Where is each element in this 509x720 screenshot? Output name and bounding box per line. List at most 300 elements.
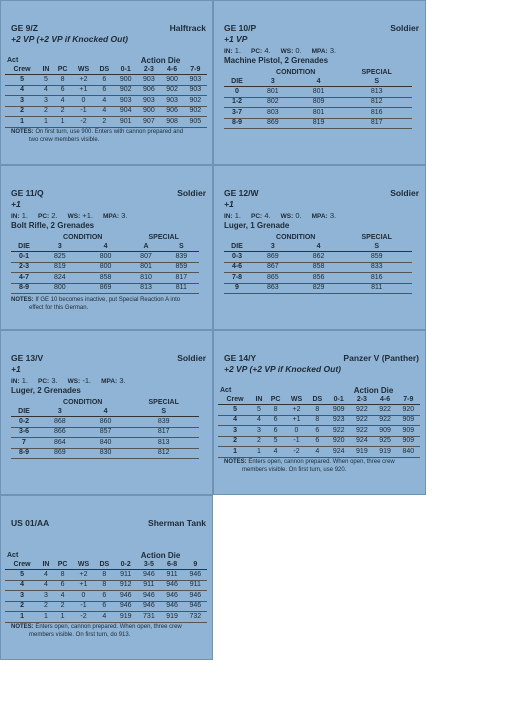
- value-cell: 946: [114, 591, 137, 602]
- stat-value-pc: 3.: [51, 376, 58, 385]
- note-line-1: On first turn, use 900. Enters with cannon prepared and: [35, 129, 184, 135]
- result-cell: 833: [341, 262, 412, 273]
- value-cell: 922: [327, 426, 350, 437]
- value-cell: 1: [53, 612, 72, 623]
- note-line-2: members visible. On first turn, use 920.: [242, 466, 347, 473]
- result-cell: 829: [296, 283, 342, 294]
- table-row: [5, 117, 207, 128]
- value-cell: 909: [397, 426, 420, 437]
- card-id: GE 13/V: [11, 353, 44, 363]
- value-cell: 900: [114, 75, 137, 86]
- result-cell: 801: [128, 262, 163, 273]
- value-cell: 6: [53, 85, 72, 96]
- condition-col: 3: [37, 243, 83, 252]
- result-cell: 812: [128, 448, 199, 459]
- value-cell: 922: [350, 405, 373, 416]
- result-cell: 813: [128, 283, 163, 294]
- value-cell: 1: [53, 117, 72, 128]
- value-cell: 911: [137, 580, 160, 591]
- card-ge10: [213, 0, 426, 165]
- table-row: [11, 252, 199, 263]
- table-row: [11, 417, 199, 428]
- card-ge14: [213, 330, 426, 495]
- card-vp: +1: [224, 199, 234, 209]
- value-cell: 8: [53, 75, 72, 86]
- value-cell: 4: [53, 96, 72, 107]
- value-cell: 0: [285, 426, 307, 437]
- value-cell: 909: [373, 426, 396, 437]
- crew-cell: 1: [5, 117, 39, 128]
- value-cell: 919: [373, 447, 396, 458]
- die-cell: 3-7: [224, 108, 250, 119]
- result-cell: 802: [250, 97, 296, 108]
- value-cell: 6: [308, 436, 327, 447]
- value-cell: -1: [72, 601, 94, 612]
- value-cell: 908: [160, 117, 183, 128]
- value-cell: 924: [327, 447, 350, 458]
- value-cell: 909: [397, 415, 420, 426]
- condition-col: 3: [250, 78, 296, 87]
- value-cell: 900: [160, 75, 183, 86]
- condition-col: 3: [250, 243, 296, 252]
- col-in: IN: [252, 396, 266, 405]
- value-cell: 8: [308, 415, 327, 426]
- die-col: 3-5: [137, 561, 160, 570]
- table-row: [11, 273, 199, 284]
- value-cell: 2: [39, 601, 53, 612]
- value-cell: 903: [184, 85, 207, 96]
- value-cell: 4: [252, 415, 266, 426]
- col-pc: PC: [53, 66, 72, 75]
- die-cell: 8-9: [11, 283, 37, 294]
- value-cell: 905: [184, 117, 207, 128]
- table-row: [5, 580, 207, 591]
- value-cell: +1: [72, 580, 94, 591]
- value-cell: 2: [53, 601, 72, 612]
- result-cell: 800: [83, 252, 129, 263]
- card-vp: +1: [11, 364, 21, 374]
- act-header: Act: [7, 57, 19, 64]
- note-line-2: two crew members visible.: [29, 136, 100, 143]
- value-cell: -1: [285, 436, 307, 447]
- value-cell: 1: [39, 612, 53, 623]
- special-col: S: [164, 243, 199, 252]
- col-ws: WS: [285, 396, 307, 405]
- value-cell: 946: [184, 601, 207, 612]
- stat-label-ws: WS:: [280, 213, 294, 220]
- value-cell: 1: [252, 447, 266, 458]
- notes-label: NOTES:: [11, 129, 34, 135]
- value-cell: 2: [95, 117, 114, 128]
- col-in: IN: [39, 66, 53, 75]
- die-cell: 8-9: [224, 118, 250, 129]
- stat-value-mpa: 3.: [119, 376, 126, 385]
- col-ws: WS: [72, 66, 94, 75]
- result-cell: 817: [128, 427, 199, 438]
- special-col: S: [341, 78, 412, 87]
- col-ds: DS: [95, 66, 114, 75]
- value-cell: -1: [72, 106, 94, 117]
- value-cell: 900: [137, 106, 160, 117]
- card-id: GE 12/W: [224, 188, 259, 198]
- card-type: Halftrack: [169, 23, 206, 33]
- value-cell: 6: [53, 580, 72, 591]
- col-crew: Crew: [5, 561, 39, 570]
- die-cell: 0-2: [11, 417, 37, 428]
- result-cell: 869: [250, 118, 296, 129]
- stat-label-mpa: MPA:: [101, 378, 118, 385]
- card-type: Sherman Tank: [148, 518, 206, 528]
- die-col: 4-6: [373, 396, 396, 405]
- weapons: Luger, 2 Grenades: [11, 386, 81, 395]
- col-ds: DS: [308, 396, 327, 405]
- condition-table: [224, 234, 412, 294]
- card-id: GE 11/Q: [11, 188, 44, 198]
- action-die-header: Action Die: [353, 386, 394, 395]
- value-cell: 5: [252, 405, 266, 416]
- result-cell: 811: [341, 283, 412, 294]
- table-row: [5, 591, 207, 602]
- card-type: Soldier: [177, 353, 206, 363]
- value-cell: 6: [308, 426, 327, 437]
- value-cell: 901: [114, 117, 137, 128]
- stat-value-ws: +1.: [82, 211, 93, 220]
- card-type: Soldier: [177, 188, 206, 198]
- value-cell: 3: [39, 591, 53, 602]
- die-cell: 7: [11, 438, 37, 449]
- die-cell: 2-3: [11, 262, 37, 273]
- card-vp: +2 VP (+2 VP if Knocked Out): [11, 34, 128, 44]
- value-cell: 6: [95, 591, 114, 602]
- card-vp: +1: [11, 199, 21, 209]
- value-cell: 919: [160, 612, 183, 623]
- table-row: [224, 262, 412, 273]
- value-cell: 8: [53, 570, 72, 581]
- value-cell: 909: [397, 436, 420, 447]
- col-crew: Crew: [5, 66, 39, 75]
- result-cell: 859: [164, 262, 199, 273]
- value-cell: 4: [95, 612, 114, 623]
- special-header: SPECIAL: [148, 234, 179, 241]
- crew-cell: 2: [218, 436, 252, 447]
- card-type: Panzer V (Panther): [343, 353, 419, 363]
- result-cell: 800: [83, 262, 129, 273]
- condition-table: [11, 234, 199, 294]
- crew-cell: 1: [218, 447, 252, 458]
- value-cell: 919: [114, 612, 137, 623]
- value-cell: +1: [285, 415, 307, 426]
- card-us01: [0, 495, 213, 660]
- special-col: S: [341, 243, 412, 252]
- value-cell: 6: [95, 85, 114, 96]
- die-header: DIE: [224, 243, 250, 252]
- crew-cell: 5: [218, 405, 252, 416]
- stat-value-in: 1.: [234, 46, 242, 55]
- value-cell: 903: [137, 96, 160, 107]
- table-row: [224, 273, 412, 284]
- value-cell: 903: [160, 96, 183, 107]
- note-line-2: effect for this German.: [29, 304, 89, 311]
- value-cell: 8: [95, 580, 114, 591]
- col-ds: DS: [95, 561, 114, 570]
- stat-value-pc: 2.: [51, 211, 58, 220]
- table-row: [218, 415, 420, 426]
- result-cell: 819: [37, 262, 83, 273]
- weapons: Luger, 1 Grenade: [224, 221, 290, 230]
- value-cell: 946: [137, 601, 160, 612]
- crew-cell: 4: [5, 580, 39, 591]
- note-line-1: Enters open, cannon prepared. When open, three crew: [35, 624, 182, 630]
- die-cell: 3-6: [11, 427, 37, 438]
- col-in: IN: [39, 561, 53, 570]
- value-cell: 903: [114, 96, 137, 107]
- stat-label-pc: PC:: [38, 378, 50, 385]
- card-id: GE 10/P: [224, 23, 257, 33]
- card-vp: +1 VP: [224, 34, 248, 44]
- value-cell: 925: [373, 436, 396, 447]
- value-cell: 8: [266, 405, 285, 416]
- stat-label-ws: WS:: [280, 48, 294, 55]
- die-cell: 9: [224, 283, 250, 294]
- table-row: [5, 106, 207, 117]
- die-header: DIE: [11, 243, 37, 252]
- value-cell: 903: [184, 75, 207, 86]
- result-cell: 869: [37, 448, 83, 459]
- die-cell: 1-2: [224, 97, 250, 108]
- table-row: [5, 601, 207, 612]
- value-cell: +2: [72, 570, 94, 581]
- die-col: 7-9: [184, 66, 207, 75]
- crew-cell: 4: [218, 415, 252, 426]
- stat-label-pc: PC:: [251, 48, 263, 55]
- result-cell: 813: [341, 87, 412, 98]
- table-row: [11, 283, 199, 294]
- stat-label-mpa: MPA:: [311, 48, 328, 55]
- stat-label-in: IN:: [224, 213, 233, 220]
- result-cell: 839: [128, 417, 199, 428]
- card-vp: +2 VP (+2 VP if Knocked Out): [224, 364, 341, 374]
- weapons: Machine Pistol, 2 Grenades: [224, 56, 329, 65]
- crew-cell: 3: [5, 591, 39, 602]
- note-line-1: If GE 10 becomes inactive, put Special Reaction A into: [35, 297, 181, 303]
- result-cell: 867: [250, 262, 296, 273]
- stats-line: [11, 211, 137, 220]
- card-type: Soldier: [390, 188, 419, 198]
- stat-value-mpa: 3.: [329, 211, 337, 220]
- die-col: 2-3: [137, 66, 160, 75]
- result-cell: 810: [128, 273, 163, 284]
- result-cell: 869: [83, 283, 129, 294]
- card-ge9: [0, 0, 213, 165]
- value-cell: 920: [327, 436, 350, 447]
- result-cell: 801: [250, 87, 296, 98]
- act-header: Act: [7, 552, 19, 559]
- stat-value-ws: 0.: [295, 46, 302, 55]
- result-cell: 859: [341, 252, 412, 263]
- result-cell: 858: [296, 262, 342, 273]
- die-cell: 0-3: [224, 252, 250, 263]
- die-col: 6-8: [160, 561, 183, 570]
- value-cell: -2: [285, 447, 307, 458]
- result-cell: 856: [296, 273, 342, 284]
- col-pc: PC: [266, 396, 285, 405]
- notes: [11, 297, 206, 312]
- table-row: [11, 262, 199, 273]
- die-col: 0-2: [114, 561, 137, 570]
- crew-cell: 1: [5, 612, 39, 623]
- value-cell: 6: [95, 75, 114, 86]
- stat-value-pc: 4.: [264, 46, 271, 55]
- result-cell: 858: [83, 273, 129, 284]
- result-cell: 860: [83, 417, 129, 428]
- value-cell: 732: [184, 612, 207, 623]
- stat-label-ws: WS:: [67, 378, 81, 385]
- result-cell: 825: [37, 252, 83, 263]
- result-cell: 809: [296, 97, 342, 108]
- card-ge13: [0, 330, 213, 495]
- special-header: SPECIAL: [148, 399, 179, 406]
- die-col: 4-6: [160, 66, 183, 75]
- crew-cell: 4: [5, 85, 39, 96]
- stat-value-in: 1.: [234, 211, 242, 220]
- table-row: [218, 436, 420, 447]
- value-cell: 911: [184, 580, 207, 591]
- stats-line: [11, 376, 136, 385]
- die-cell: 0: [224, 87, 250, 98]
- stat-value-ws: -1.: [82, 376, 92, 385]
- die-cell: 4-7: [11, 273, 37, 284]
- value-cell: 840: [397, 447, 420, 458]
- crew-cell: 3: [218, 426, 252, 437]
- value-cell: 1: [39, 117, 53, 128]
- die-cell: 0-1: [11, 252, 37, 263]
- crew-table: [5, 552, 207, 623]
- crew-table: [218, 387, 420, 458]
- value-cell: -2: [72, 612, 94, 623]
- value-cell: 4: [39, 580, 53, 591]
- stat-value-in: 1.: [21, 211, 29, 220]
- note-line-1: Enters open, cannon prepared. When open, three crew: [248, 459, 395, 465]
- value-cell: 4: [95, 106, 114, 117]
- crew-cell: 5: [5, 75, 39, 86]
- result-cell: 862: [296, 252, 342, 263]
- value-cell: 911: [160, 570, 183, 581]
- value-cell: 909: [327, 405, 350, 416]
- result-cell: 801: [296, 87, 342, 98]
- result-cell: 840: [83, 438, 129, 449]
- result-cell: 816: [341, 108, 412, 119]
- value-cell: 4: [308, 447, 327, 458]
- value-cell: 731: [137, 612, 160, 623]
- value-cell: +1: [72, 85, 94, 96]
- value-cell: 922: [373, 405, 396, 416]
- result-cell: 869: [250, 252, 296, 263]
- col-crew: Crew: [218, 396, 252, 405]
- value-cell: -2: [72, 117, 94, 128]
- stat-label-pc: PC:: [251, 213, 263, 220]
- crew-table: [5, 57, 207, 128]
- value-cell: 4: [53, 591, 72, 602]
- result-cell: 865: [250, 273, 296, 284]
- value-cell: 911: [114, 570, 137, 581]
- die-header: DIE: [11, 408, 37, 417]
- value-cell: 902: [114, 85, 137, 96]
- col-ws: WS: [72, 561, 94, 570]
- result-cell: 800: [37, 283, 83, 294]
- value-cell: 4: [39, 570, 53, 581]
- value-cell: 5: [39, 75, 53, 86]
- table-row: [218, 426, 420, 437]
- value-cell: 2: [53, 106, 72, 117]
- crew-cell: 2: [5, 601, 39, 612]
- value-cell: 3: [252, 426, 266, 437]
- value-cell: 946: [137, 591, 160, 602]
- table-row: [11, 427, 199, 438]
- result-cell: 864: [37, 438, 83, 449]
- value-cell: 946: [160, 580, 183, 591]
- table-row: [5, 612, 207, 623]
- table-row: [224, 283, 412, 294]
- value-cell: 8: [95, 570, 114, 581]
- value-cell: 946: [160, 601, 183, 612]
- result-cell: 801: [296, 108, 342, 119]
- table-row: [224, 87, 412, 98]
- value-cell: 946: [137, 570, 160, 581]
- result-cell: 811: [164, 283, 199, 294]
- table-row: [218, 405, 420, 416]
- value-cell: 2: [252, 436, 266, 447]
- stats-line: [224, 211, 346, 220]
- value-cell: 904: [114, 106, 137, 117]
- stat-label-in: IN:: [11, 213, 20, 220]
- die-col: 0-1: [327, 396, 350, 405]
- condition-col: 4: [296, 78, 342, 87]
- value-cell: 946: [184, 570, 207, 581]
- value-cell: 912: [114, 580, 137, 591]
- result-cell: 830: [83, 448, 129, 459]
- note-line-2: members visible. On first turn, do 913.: [29, 631, 131, 638]
- notes-label: NOTES:: [11, 624, 34, 630]
- result-cell: 824: [37, 273, 83, 284]
- notes-label: NOTES:: [224, 459, 247, 465]
- value-cell: 6: [266, 426, 285, 437]
- card-id: US 01/AA: [11, 518, 50, 528]
- condition-col: 3: [37, 408, 83, 417]
- value-cell: 946: [184, 591, 207, 602]
- stat-label-mpa: MPA:: [311, 213, 328, 220]
- value-cell: 0: [72, 591, 94, 602]
- table-row: [218, 447, 420, 458]
- stat-label-in: IN:: [224, 48, 233, 55]
- table-row: [5, 75, 207, 86]
- result-cell: 812: [341, 97, 412, 108]
- value-cell: 4: [39, 85, 53, 96]
- stat-value-mpa: 3.: [329, 46, 337, 55]
- table-row: [224, 118, 412, 129]
- notes-label: NOTES:: [11, 297, 34, 303]
- die-col: 2-3: [350, 396, 373, 405]
- table-row: [224, 97, 412, 108]
- condition-table: [11, 399, 199, 459]
- result-cell: 817: [341, 118, 412, 129]
- condition-header: CONDITION: [63, 234, 103, 241]
- table-row: [5, 96, 207, 107]
- stat-label-pc: PC:: [38, 213, 50, 220]
- table-row: [5, 85, 207, 96]
- value-cell: 0: [72, 96, 94, 107]
- die-header: DIE: [224, 78, 250, 87]
- col-pc: PC: [53, 561, 72, 570]
